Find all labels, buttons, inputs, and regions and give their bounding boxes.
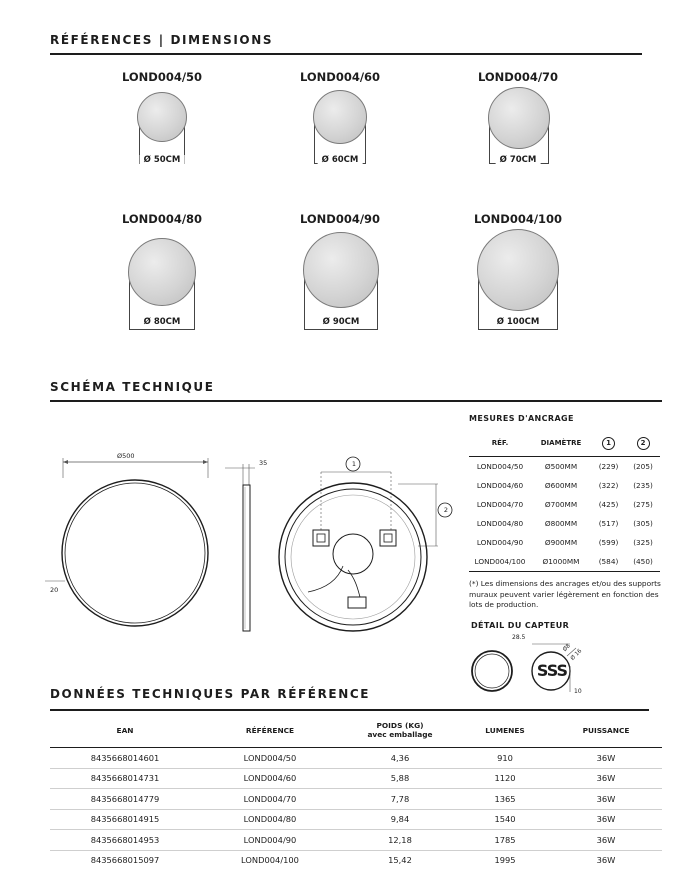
anchor-cell: Ø1000MM (542, 557, 580, 566)
tech-header-ref: RÉFÉRENCE (200, 713, 340, 748)
diameter-label: Ø 100CM (493, 317, 544, 327)
mirror-image (128, 238, 196, 306)
anchor-cell: (599) (598, 538, 619, 547)
tech-cell: 36W (596, 855, 616, 866)
tech-cell: 8435668014953 (50, 830, 200, 851)
anchor-cell: Ø800MM (544, 519, 578, 528)
tech-cell: 4,36 (340, 748, 460, 769)
product-ref-label: LOND004/50 (121, 70, 203, 84)
table-row (50, 789, 662, 810)
table-row (469, 552, 660, 572)
table-row (50, 768, 662, 789)
anchor-cell: (450) (633, 557, 653, 566)
tech-cell: LOND004/80 (200, 809, 340, 830)
tech-cell: 36W (550, 748, 662, 769)
back-view-drawing (278, 450, 458, 650)
product-ref-label: LOND004/80 (121, 212, 203, 226)
dimension-offset: 20 (50, 586, 59, 594)
anchor-cell: (517) (598, 519, 619, 528)
front-view-drawing (45, 448, 220, 638)
tech-cell: LOND004/50 (200, 748, 340, 769)
section-divider (50, 400, 662, 402)
anchor-cell: LOND004/100 (474, 557, 526, 566)
anchor-header-ref: RÉF. (469, 430, 531, 457)
tech-header-power: PUISSANCE (550, 713, 662, 748)
tech-cell: 910 (460, 748, 550, 769)
diameter-label: Ø 90CM (319, 317, 364, 327)
anchor-cell: (584) (598, 557, 619, 566)
tech-cell: 8435668014601 (50, 748, 200, 769)
section-divider (50, 53, 642, 55)
diameter-label: Ø 80CM (140, 317, 185, 327)
sensor-width: 28.5 (512, 634, 526, 641)
product-ref-label: LOND004/60 (299, 70, 381, 84)
tech-cell: 8435668014731 (50, 768, 200, 789)
tech-cell: 8435668014779 (50, 789, 200, 810)
sensor-height: 10 (574, 688, 582, 695)
anchor-header-2: 2 (626, 430, 660, 457)
anchor-cell: (235) (633, 481, 653, 490)
tech-cell: LOND004/100 (241, 855, 299, 866)
tech-header-weight: POIDS (KG) avec emballage (340, 713, 460, 748)
tech-cell: 36W (550, 768, 662, 789)
anchor-cell: (275) (633, 500, 653, 509)
anchor-cell: (205) (633, 462, 653, 471)
product-ref-label: LOND004/70 (477, 70, 559, 84)
tech-cell: 8435668015097 (90, 855, 160, 866)
technical-table (50, 713, 662, 870)
tech-cell: 8435668014915 (50, 809, 200, 830)
anchor-cell: Ø500MM (544, 462, 578, 471)
anchor-cell: Ø900MM (544, 538, 578, 547)
mirror-image (137, 92, 187, 142)
table-row (50, 809, 662, 830)
tech-cell: 15,42 (388, 855, 412, 866)
tech-cell: 5,88 (340, 768, 460, 789)
section-title-references: RÉFÉRENCES | DIMENSIONS (50, 33, 274, 47)
anchor-cell: Ø600MM (544, 481, 578, 490)
anchor-cell: LOND004/50 (476, 462, 524, 471)
anchor-note: (*) Les dimensions des ancrages et/ou des supports muraux peuvent varier légèrement en fonction des lots de production. (469, 579, 661, 609)
tech-cell: 36W (550, 789, 662, 810)
sensor-title: DÉTAIL DU CAPTEUR (471, 621, 570, 630)
tech-cell: 7,78 (340, 789, 460, 810)
section-title-schema: SCHÉMA TECHNIQUE (50, 380, 215, 394)
diameter-label: Ø 50CM (140, 155, 185, 165)
anchor-cell: LOND004/60 (476, 481, 524, 490)
anchor-title: MESURES D'ANCRAGE (469, 414, 574, 423)
anchor-cell: Ø700MM (544, 500, 578, 509)
anchor-cell: (305) (633, 519, 653, 528)
anchor-header-1: 1 (591, 430, 626, 457)
side-view-drawing (225, 458, 275, 638)
mirror-image (313, 90, 367, 144)
anchor-cell: LOND004/90 (476, 538, 524, 547)
table-row (469, 495, 660, 514)
dimension-diameter: Ø500 (117, 452, 135, 460)
product-ref-label: LOND004/100 (473, 212, 563, 226)
tech-cell: 1365 (460, 789, 550, 810)
table-row (50, 830, 662, 851)
tech-cell: 36W (550, 830, 662, 851)
tech-cell: LOND004/70 (200, 789, 340, 810)
anchor-cell: LOND004/70 (476, 500, 524, 509)
tech-header-lumens: LUMENES (460, 713, 550, 748)
section-divider (50, 709, 649, 711)
table-row (469, 514, 660, 533)
sensor-d2: Ø 16 (569, 648, 584, 662)
mirror-image (488, 87, 550, 149)
anchor-cell: (425) (598, 500, 619, 509)
marker-2: 2 (443, 506, 449, 514)
mirror-image (477, 229, 559, 311)
tech-cell: 36W (550, 809, 662, 830)
table-row (50, 748, 662, 769)
dimension-depth: 35 (259, 459, 268, 467)
anchor-cell: (325) (633, 538, 653, 547)
sensor-glyph-icon: SSS (536, 661, 568, 680)
anchor-cell: (322) (598, 481, 619, 490)
tech-cell: 1785 (460, 830, 550, 851)
sensor-detail-drawing (470, 634, 590, 704)
marker-1: 1 (351, 460, 357, 468)
tech-cell: 1120 (460, 768, 550, 789)
table-row (469, 457, 660, 477)
product-ref-label: LOND004/90 (299, 212, 381, 226)
anchor-cell: LOND004/80 (476, 519, 524, 528)
section-title-technical: DONNÉES TECHNIQUES PAR RÉFÉRENCE (50, 687, 371, 701)
diameter-label: Ø 60CM (318, 155, 363, 165)
diameter-label: Ø 70CM (496, 155, 541, 165)
tech-header-ean: EAN (50, 713, 200, 748)
tech-cell: 9,84 (340, 809, 460, 830)
table-row (469, 476, 660, 495)
mirror-image (303, 232, 379, 308)
sensor-d1: Ø8 (562, 643, 572, 653)
anchor-cell: (229) (598, 462, 619, 471)
table-row (469, 533, 660, 552)
table-row (50, 850, 662, 870)
tech-cell: 12,18 (340, 830, 460, 851)
tech-cell: LOND004/60 (200, 768, 340, 789)
tech-cell: LOND004/90 (200, 830, 340, 851)
anchor-table (469, 430, 660, 572)
anchor-header-diameter: DIAMÈTRE (531, 430, 591, 457)
tech-cell: 1540 (460, 809, 550, 830)
tech-cell: 1995 (494, 855, 516, 866)
